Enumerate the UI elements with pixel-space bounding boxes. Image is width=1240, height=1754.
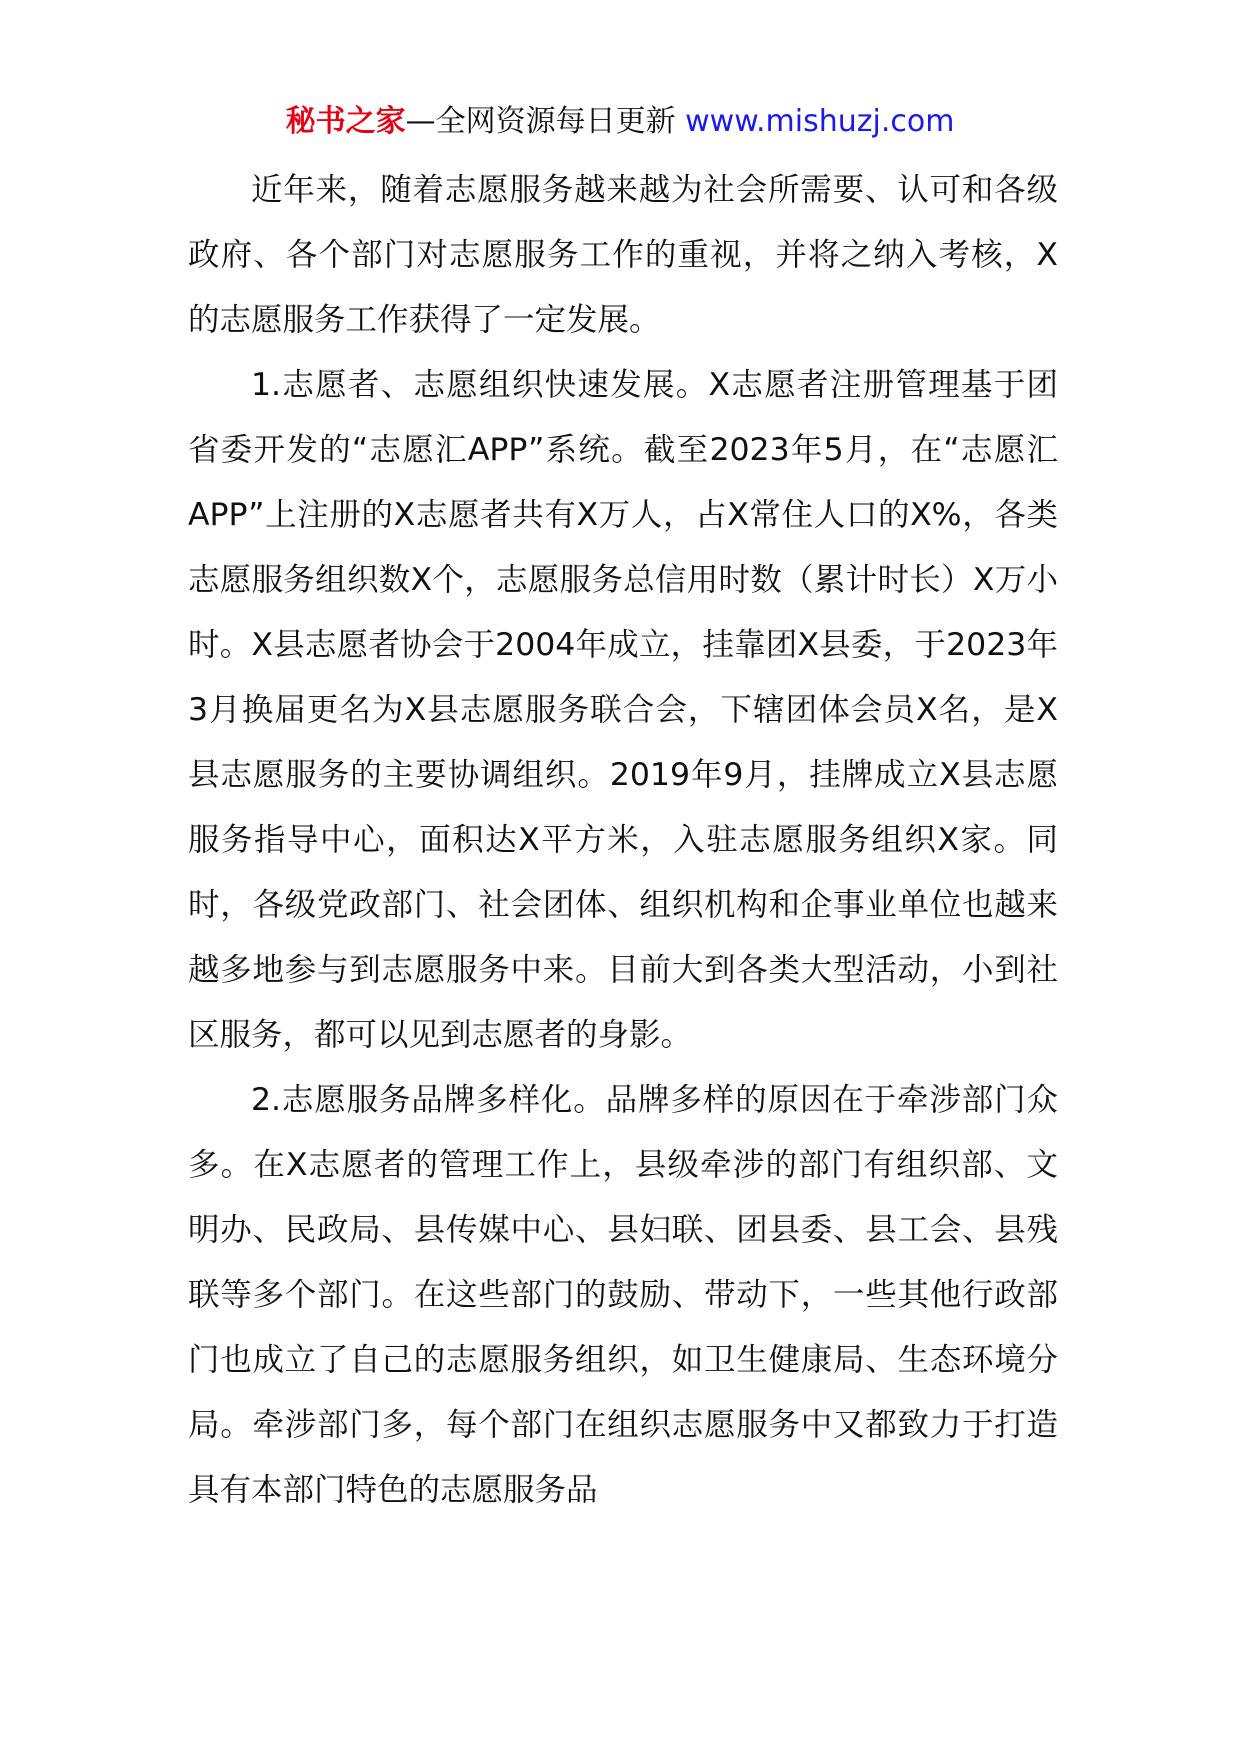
page-header bbox=[0, 100, 1240, 144]
document-body bbox=[188, 158, 1058, 1523]
header-slogan: —全网资源每日更新 bbox=[405, 104, 676, 139]
website-link[interactable]: www.mishuzj.com bbox=[685, 104, 955, 139]
paragraph-intro: 近年来，随着志愿服务越来越为社会所需要、认可和各级政府、各个部门对志愿服务工作的重视，并将之纳入考核，X的志愿服务工作获得了一定发展。 bbox=[188, 172, 1058, 338]
paragraph-brand-diversity: 2.志愿服务品牌多样化。品牌多样的原因在于牵涉部门众多。在X志愿者的管理工作上，县级牵涉的部门有组织部、文明办、民政局、县传媒中心、县妇联、团县委、县工会、县残联等多个部门。在这些部门的鼓励、带动下，一些其他行政部门也成立了自己的志愿服务组织，如卫生健康局、生态环境分局。牵涉部门多，每个部门在组织志愿服务中又都致力于打造具有本部门特色的志愿服务品 bbox=[188, 1082, 1058, 1508]
brand-name: 秘书之家 bbox=[285, 104, 406, 139]
paragraph-volunteer-growth: 1.志愿者、志愿组织快速发展。X志愿者注册管理基于团省委开发的“志愿汇APP”系统。截至2023年5月，在“志愿汇APP”上注册的X志愿者共有X万人，占X常住人口的X%，各类志愿服务组织数X个，志愿服务总信用时数（累计时长）X万小时。X县志愿者协会于2004年成立，挂靠团X县委，于2023年3月换届更名为X县志愿服务联合会，下辖团体会员X名，是X县志愿服务的主要协调组织。2019年9月，挂牌成立X县志愿服务指导中心，面积达X平方米，入驻志愿服务组织X家。同时，各级党政部门、社会团体、组织机构和企事业单位也越来越多地参与到志愿服务中来。目前大到各类大型活动，小到社区服务，都可以见到志愿者的身影。 bbox=[188, 367, 1058, 1053]
